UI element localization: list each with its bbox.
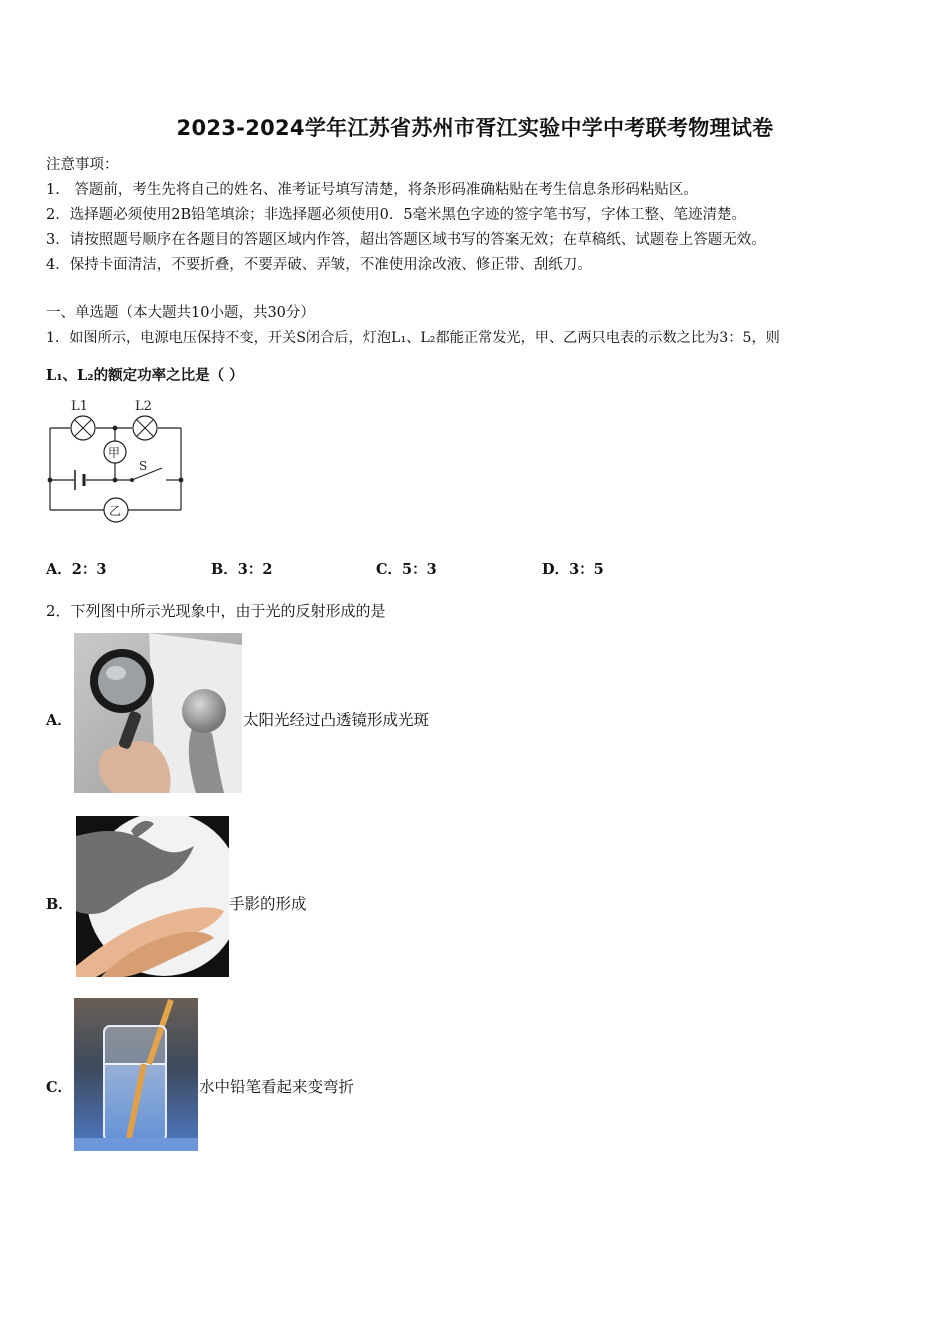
q2-option-a-caption: 太阳光经过凸透镜形成光斑 (243, 711, 430, 729)
q1-option-d[interactable]: D．3：5 (542, 561, 604, 578)
lamp-l2-icon (133, 416, 157, 440)
q2-option-b-label[interactable]: B． (46, 896, 73, 913)
notice-heading: 注意事项： (46, 157, 119, 173)
q2-option-c-label[interactable]: C． (46, 1079, 73, 1096)
question-2-stem: 2．下列图中所示光现象中，由于光的反射形成的是 (46, 602, 386, 620)
label-meter-jia: 甲 (108, 446, 121, 460)
question-1-stem: 1．如图所示，电源电压保持不变，开关S闭合后，灯泡L₁、L₂都能正常发光，甲、乙两只电表的示数之比为3：5，则 (46, 330, 780, 346)
lamp-l1-icon (71, 416, 95, 440)
notice-item-3: 3．请按照题号顺序在各题目的答题区域内作答，超出答题区域书写的答案无效；在草稿纸、试题卷上答题无效。 (46, 232, 766, 248)
label-switch: S (139, 459, 148, 473)
notice-item-1: 1. 答题前，考生先将自己的姓名、准考证号填写清楚，将条形码准确粘贴在考生信息条形码粘贴区。 (46, 182, 698, 198)
label-meter-yi: 乙 (109, 504, 122, 518)
section-heading: 一、单选题（本大题共10小题，共30分） (46, 305, 315, 321)
magnifier-photo (74, 633, 242, 793)
page-title: 2023-2024学年江苏省苏州市胥江实验中学中考联考物理试卷 (176, 116, 774, 140)
q2-option-b-caption: 手影的形成 (229, 895, 307, 913)
circuit-diagram (44, 392, 189, 527)
q1-option-b[interactable]: B．3：2 (211, 561, 273, 578)
pencil-in-water-photo (74, 998, 198, 1151)
notice-item-4: 4．保持卡面清洁，不要折叠，不要弄破、弄皱，不准使用涂改液、修正带、刮纸刀。 (46, 257, 592, 273)
question-1-stem-cont: L₁、L₂的额定功率之比是（ ） (46, 367, 244, 384)
label-l2: L2 (135, 399, 152, 414)
label-l1: L1 (71, 399, 88, 414)
notice-item-2: 2．选择题必须使用2B铅笔填涂；非选择题必须使用0．5毫米黑色字迹的签字笔书写，字体工整、笔迹清楚。 (46, 207, 747, 223)
q2-option-a-label[interactable]: A． (46, 712, 72, 729)
q2-option-c-caption: 水中铅笔看起来变弯折 (199, 1078, 355, 1096)
q1-option-a[interactable]: A．2：3 (46, 561, 107, 578)
hand-shadow-photo (76, 816, 229, 977)
q1-option-c[interactable]: C．5：3 (376, 561, 437, 578)
